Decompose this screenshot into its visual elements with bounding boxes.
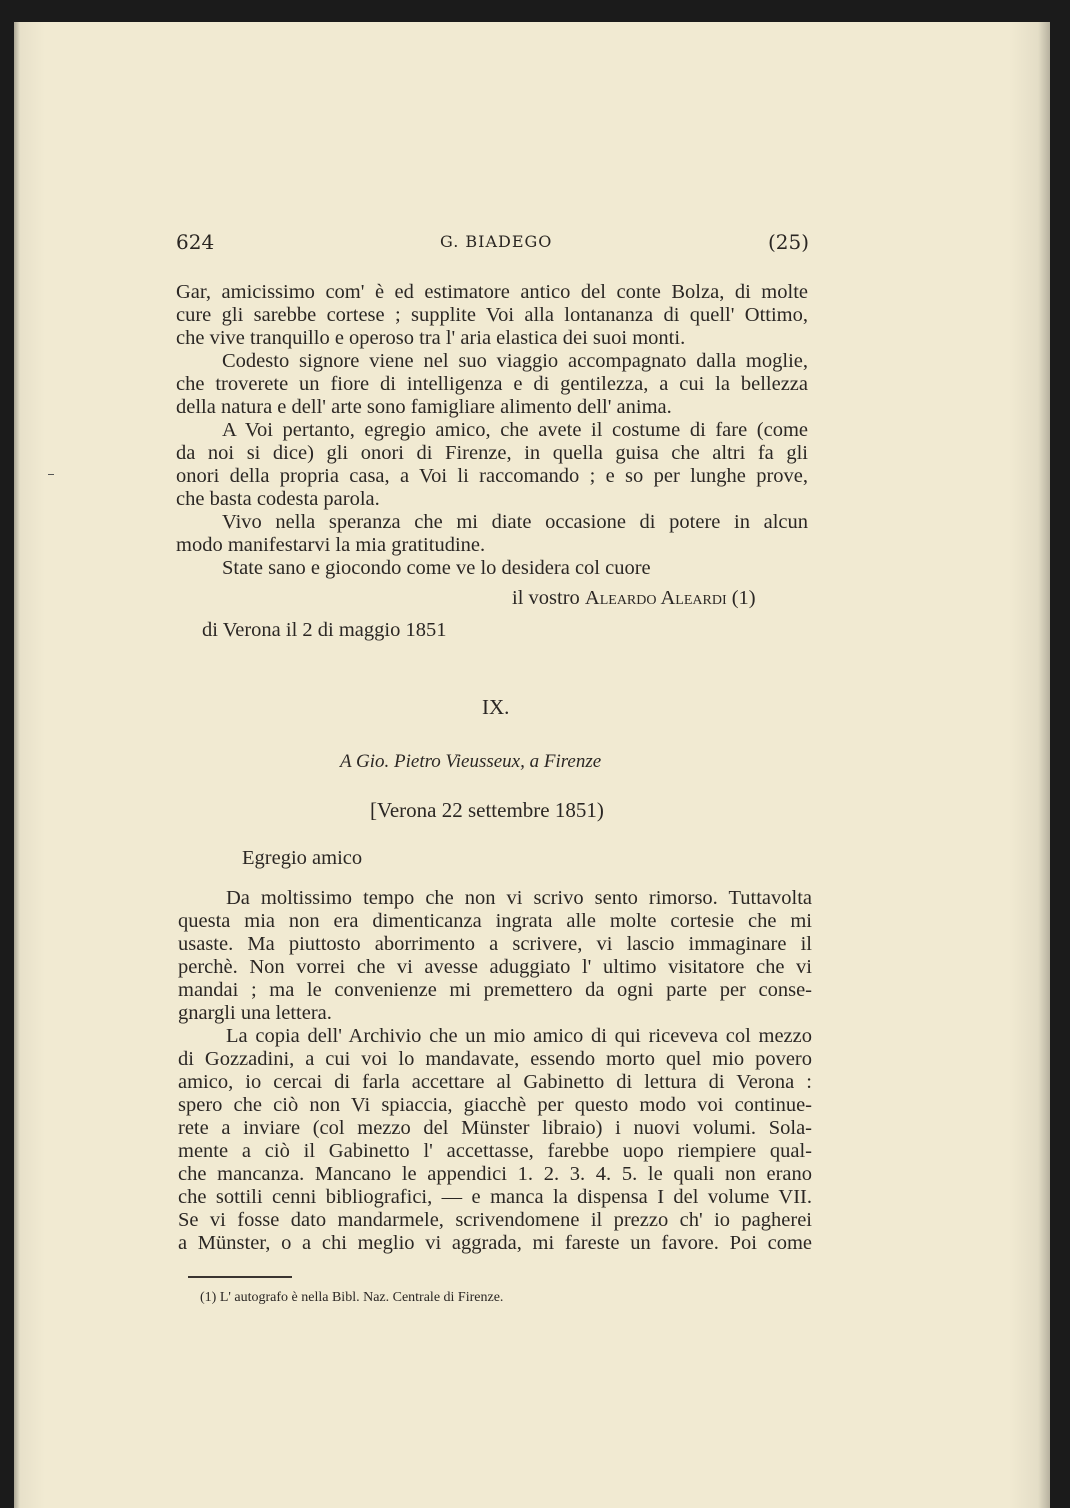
body-line: questa mia non era dimenticanza ingrata alle molte cortesie che mi — [178, 910, 812, 932]
salutation: Egregio amico — [242, 847, 363, 869]
footnote: (1) L' autografo è nella Bibl. Naz. Centrale di Firenze. — [200, 1290, 504, 1305]
body-line: perchè. Non vorrei che vi avesse aduggiato l' ultimo visitatore che vi — [178, 956, 812, 978]
page-number: 624 — [176, 230, 215, 254]
footnote-rule — [188, 1276, 292, 1278]
body-line: Vivo nella speranza che mi diate occasione di potere in alcun — [222, 511, 808, 533]
body-line: amico, io cercai di farla accettare al Gabinetto di lettura di Verona : — [178, 1071, 812, 1093]
signature — [512, 588, 756, 609]
gutter-shadow — [14, 22, 20, 1508]
body-line: che mancanza. Mancano le appendici 1. 2. 3. 4. 5. le quali non erano — [178, 1163, 812, 1185]
letter-numeral: IX. — [482, 695, 510, 719]
body-line: mente a ciò il Gabinetto l' accettasse, farebbe uopo riempiere qual- — [178, 1140, 812, 1162]
body-line: a Münster, o a chi meglio vi aggrada, mi fareste un favore. Poi come — [178, 1232, 812, 1254]
body-line: gnargli una lettera. — [178, 1002, 332, 1024]
body-line: cure gli sarebbe cortese ; supplite Voi alla lontananza di quell' Ottimo, — [176, 304, 808, 326]
body-line: Se vi fosse dato mandarmele, scrivendomene il prezzo ch' io pagherei — [178, 1209, 812, 1231]
body-line: onori della propria casa, a Voi li raccomando ; e so per lunghe prove, — [176, 465, 808, 487]
body-line: della natura e dell' arte sono famigliare alimento dell' anima. — [176, 396, 672, 418]
letter-addressee: A Gio. Pietro Vieusseux, a Firenze — [340, 751, 602, 772]
body-line: Codesto signore viene nel suo viaggio accompagnato dalla moglie, — [222, 350, 808, 372]
body-line: che basta codesta parola. — [176, 488, 380, 510]
body-line: modo manifestarvi la mia gratitudine. — [176, 534, 486, 556]
letter-date: [Verona 22 settembre 1851) — [370, 798, 604, 822]
footnote-ref: (1) — [731, 587, 756, 609]
body-line: che vive tranquillo e operoso tra l' aria elastica dei suoi monti. — [176, 327, 686, 349]
body-line: State sano e giocondo come ve lo desidera col cuore — [222, 557, 651, 579]
section-number: (25) — [768, 230, 810, 254]
signature-prefix: il vostro — [512, 587, 580, 609]
body-line: usaste. Ma piuttosto aborrimento a scrivere, vi lascio immaginare il — [178, 933, 812, 955]
body-line: spero che ciò non Vi spiaccia, giacchè per questo modo voi continue- — [178, 1094, 812, 1116]
body-line: mandai ; ma le convenienze mi premettero da ogni parte per conse- — [178, 979, 812, 1001]
body-line: La copia dell' Archivio che un mio amico di qui riceveva col mezzo — [226, 1025, 812, 1047]
page-edge-shadow — [1038, 22, 1050, 1508]
running-title: G. BIADEGO — [440, 232, 553, 251]
body-line: di Gozzadini, a cui voi lo mandavate, essendo morto quel mio povero — [178, 1048, 812, 1070]
body-line: Gar, amicissimo com' è ed estimatore antico del conte Bolza, di molte — [176, 281, 808, 303]
body-line: rete a inviare (col mezzo del Münster libraio) i nuovi volumi. Sola- — [178, 1117, 812, 1139]
margin-mark — [48, 474, 54, 475]
signature-name: Aleardo Aleardi — [584, 587, 727, 609]
body-line: da noi si dice) gli onori di Firenze, in quella guisa che altri fa gli — [176, 442, 808, 464]
body-line: Da moltissimo tempo che non vi scrivo sento rimorso. Tuttavolta — [226, 887, 812, 909]
body-line: che sottili cenni bibliografici, — e manca la dispensa I del volume VII. — [178, 1186, 812, 1208]
body-line: che troverete un fiore di intelligenza e di gentilezza, a cui la bellezza — [176, 373, 808, 395]
body-line: A Voi pertanto, egregio amico, che avete il costume di fare (come — [222, 419, 808, 441]
letter-date-line: di Verona il 2 di maggio 1851 — [202, 619, 447, 641]
